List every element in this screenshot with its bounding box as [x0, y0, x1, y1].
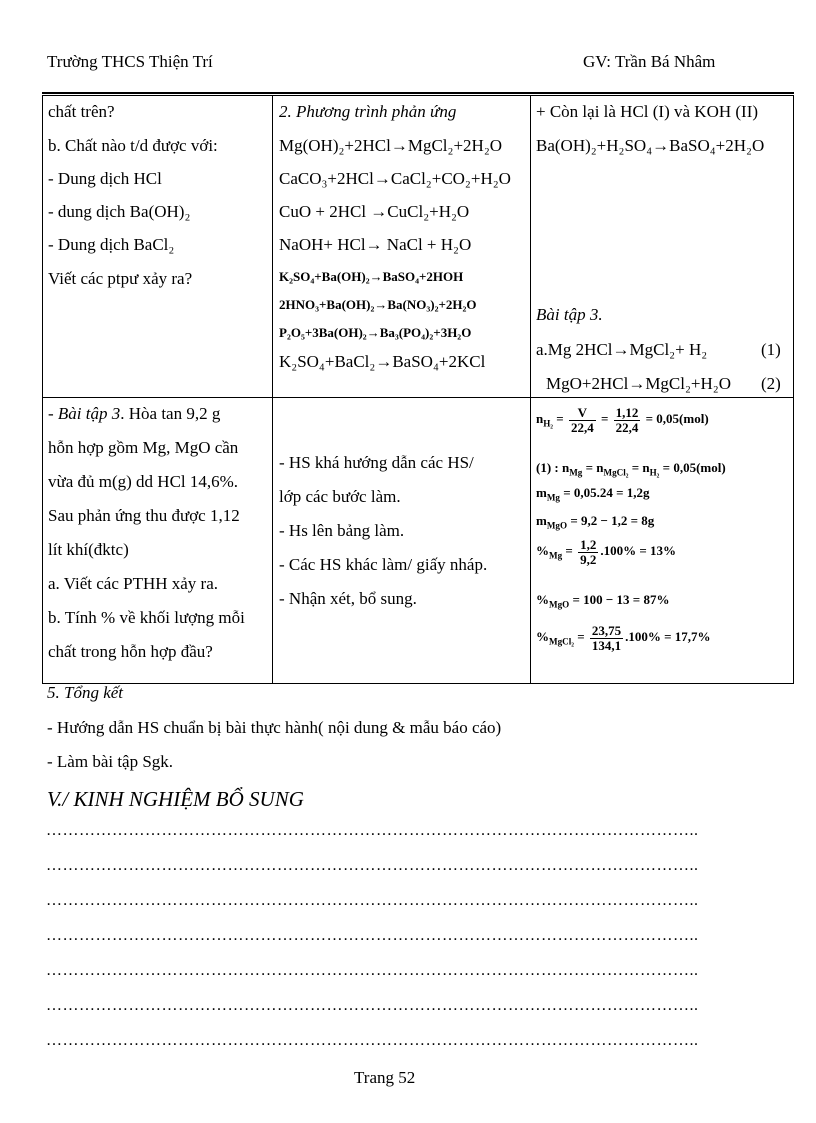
fraction: [614, 406, 641, 434]
exercise-title: Bài tập 3.: [536, 305, 603, 324]
equation: Ba(OH)₂+H₂SO₄→BaSO₄+2H₂O: [536, 136, 765, 155]
header-divider: [42, 92, 794, 94]
dotted-line: ………………………………………………………………………………………………………..: [46, 997, 699, 1014]
calc-mass-mg: $m_{Mg} = 0,05.24 = 1,2g$: [536, 485, 650, 503]
equation: Mg(OH)₂+2HCl→MgCl₂+2H₂O: [279, 136, 503, 155]
equation: CaCO₃+2HCl→CaCl₂+CO₂+H₂O: [279, 169, 511, 188]
calc-mole-ratio: (1) : $n_{Mg} = n_{MgCl_2} = n_{H_2} = 0,05(mol)$: [536, 460, 726, 478]
dotted-line: ………………………………………………………………………………………………………..: [46, 892, 699, 909]
text-span: m: [536, 513, 547, 528]
page-number: Trang 52: [354, 1068, 416, 1087]
reaction-2-number: (2): [761, 374, 781, 393]
text-span: V: [569, 406, 596, 421]
text-span: = 100 − 13 = 87%: [572, 592, 670, 607]
dotted-line: ………………………………………………………………………………………………………..: [46, 927, 699, 944]
equation: K₂SO₄+Ba(OH)₂→BaSO₄+2HOH: [279, 269, 464, 284]
equations-title: 2. Phương trình phản ứng: [279, 102, 457, 121]
reaction-1: a.Mg 2HCl→MgCl₂+ H₂: [536, 340, 708, 359]
text-span: . Hòa tan 9,2 g: [120, 404, 221, 423]
calc-percent-mgcl2: $\%_{MgCl_2}$ = $\frac{23,75}{134,1}$ .100% = 17,7%: [536, 623, 711, 653]
dotted-line: ………………………………………………………………………………………………………..: [46, 1032, 699, 1049]
calc-percent-mg: $\%_{Mg}$ = $\frac{1,2}{9,2}$ .100% = 13%: [536, 537, 676, 567]
summary-title: 5. Tổng kết: [47, 683, 124, 702]
school-name: Trường THCS Thiện Trí: [47, 52, 213, 71]
reaction-2: MgO+2HCl→MgCl₂+H₂O: [546, 374, 731, 393]
text-line: chất trên?: [48, 102, 115, 121]
text-span: m: [536, 485, 547, 500]
col3-bottom-cell: [531, 398, 794, 684]
text-line: b. Chất nào t/d được với:: [48, 136, 218, 155]
text-line: + Còn lại là HCl (I) và KOH (II): [536, 102, 759, 121]
exercise-3-line: - Bài tập 3. Hòa tan 9,2 g: [48, 404, 221, 423]
text-line: - dung dịch Ba(OH)₂: [48, 202, 191, 221]
text-line: - Nhận xét, bổ sung.: [279, 589, 417, 608]
lesson-table: [42, 95, 794, 684]
text-line: vừa đủ m(g) dd HCl 14,6%.: [48, 472, 239, 491]
text-line: lít khí(đktc): [48, 540, 129, 559]
text-line: chất trong hỗn hợp đầu?: [48, 642, 213, 661]
dotted-line: ………………………………………………………………………………………………………..: [46, 962, 699, 979]
fraction: [569, 406, 596, 434]
calc-nh2: $n_{H_2}$ = $\frac{V}{22,4}$ = $\frac{1,12}{22,4}$ = 0,05(mol): [536, 405, 709, 435]
text-line: hỗn hợp gồm Mg, MgO cần: [48, 438, 239, 457]
text-span: 22,4: [570, 419, 594, 435]
text-span: 9,2: [580, 551, 597, 567]
text-line: Sau phản ứng thu được 1,12: [48, 506, 240, 525]
text-span: = 0,05.24 = 1,2g: [563, 485, 650, 500]
exercise-3-label: Bài tập 3: [57, 404, 121, 423]
fraction: [590, 624, 623, 652]
reaction-1-number: (1): [761, 340, 781, 359]
calc-percent-mgo: $\%_{MgO} = 100 - 13 = 87\%$: [536, 592, 670, 610]
summary-line: - Hướng dẫn HS chuẩn bị bài thực hành( nội dung & mẫu báo cáo): [47, 718, 502, 737]
text-span: 1,2: [580, 537, 597, 552]
text-span: = 0,05(mol): [645, 411, 709, 427]
text-span: 23,75: [591, 623, 622, 638]
text-line: lớp các bước làm.: [279, 487, 401, 506]
text-line: b. Tính % về khối lượng mỗi: [48, 608, 245, 627]
equation: 2HNO₃+Ba(OH)₂→Ba(NO₃)₂+2H₂O: [279, 297, 477, 312]
text-line: a. Viết các PTHH xảy ra.: [48, 574, 219, 593]
text-line: - Dung dịch HCl: [48, 169, 162, 188]
col3-top-cell: [531, 96, 794, 398]
text-span: H₂: [543, 418, 554, 429]
text-span: .100% = 17,7%: [625, 629, 711, 645]
equation: K₂SO₄+BaCl₂→BaSO₄+2KCl: [279, 352, 486, 371]
text-line: - HS khá hướng dẫn các HS/: [279, 453, 474, 472]
col1-bottom-cell: [43, 398, 273, 684]
text-span: 134,1: [591, 637, 622, 653]
text-span: (1) : n: [536, 460, 570, 475]
equation: P₂O₅+3Ba(OH)₂→Ba₃(PO₄)₂+3H₂O: [279, 325, 472, 340]
equation: NaOH+ HCl→ NaCl + H₂O: [279, 235, 472, 254]
col2-bottom-cell: [273, 398, 531, 684]
text-line: Viết các ptpư xảy ra?: [48, 269, 193, 288]
teacher-name: GV: Trần Bá Nhâm: [583, 52, 716, 71]
text-span: .100% = 13%: [600, 543, 676, 559]
col2-top-cell: [273, 96, 531, 398]
text-line: - Dung dịch BaCl₂: [48, 235, 175, 254]
text-span: n: [536, 411, 544, 427]
dotted-line: ………………………………………………………………………………………………………..: [46, 857, 699, 874]
text-span: = 9,2 − 1,2 = 8g: [570, 513, 655, 528]
text-line: - Hs lên bảng làm.: [279, 521, 405, 540]
col1-top-cell: [43, 96, 273, 398]
text-span: 22,4: [615, 419, 639, 435]
text-line: - Các HS khác làm/ giấy nháp.: [279, 555, 488, 574]
summary-line: - Làm bài tập Sgk.: [47, 752, 174, 771]
fraction: [578, 538, 598, 566]
equation: CuO + 2HCl →CuCl₂+H₂O: [279, 202, 470, 221]
section-v-title: V./ KINH NGHIỆM BỔ SUNG: [47, 787, 304, 811]
text-span: 1,12: [615, 405, 639, 420]
calc-mass-mgo: $m_{MgO} = 9,2 - 1,2 = 8g$: [536, 513, 655, 531]
dotted-line: ………………………………………………………………………………………………………..: [46, 822, 699, 839]
